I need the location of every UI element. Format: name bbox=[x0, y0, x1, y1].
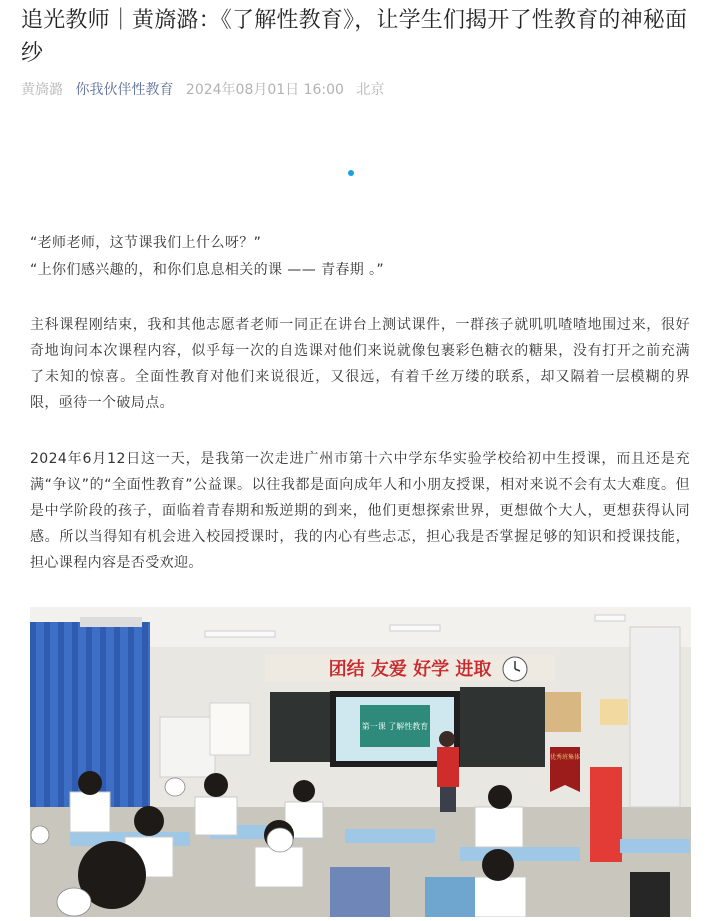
quote-line: “上你们感兴趣的，和你们息息相关的课 —— 青春期 。” bbox=[30, 262, 385, 278]
classroom-photo bbox=[30, 607, 691, 917]
loading-indicator bbox=[348, 170, 354, 176]
paragraph: 主科课程刚结束，我和其他志愿者老师一同正在讲台上测试课件，一群孩子就叽叽喳喳地围过来，很好奇地询问本次课程内容，似乎每一次的自选课对他们来说就像包裹彩色糖衣的糖果，没有打开之前充满了未知的惊喜。全面性教育对他们来说很近，又很远，有着千丝万缕的联系，却又隔着一层模糊的界限，亟待一个破局点。 bbox=[30, 317, 690, 411]
publish-datetime: 2024年08月01日 16:00 bbox=[185, 82, 344, 98]
pennant-label: 优秀班集体 bbox=[549, 754, 581, 761]
paragraph: 2024年6月12日这一天，是我第一次走进广州市第十六中学东华实验学校给初中生授课，而且还是充满“争议”的“全面性教育”公益课。以往我都是面向成年人和小朋友授课，相对来说不会有太大难度。但是中学阶段的孩子，面临着青春期和叛逆期的到来，他们更想探索世界，更想做个大人，更想获得认同感。所以当得知有机会进入校园授课时，我的内心有些忐忑，担心我是否掌握足够的知识和授课技能，担心课程内容是否受欢迎。 bbox=[30, 451, 690, 571]
article-title: 追光教师｜黄旖潞：《了解性教育》，让学生们揭开了性教育的神秘面纱 bbox=[21, 8, 688, 66]
account-name-link[interactable]: 你我伙伴性教育 bbox=[75, 82, 174, 98]
projector-slide-title: 第一课 了解性教育 bbox=[361, 722, 429, 731]
publish-location: 北京 bbox=[356, 82, 385, 98]
article-meta bbox=[21, 80, 392, 100]
classroom-banner: 团结 友爱 好学 进取 bbox=[328, 659, 492, 680]
quote-line: “老师老师，这节课我们上什么呀？” bbox=[30, 235, 262, 251]
author-name: 黄旖潞 bbox=[21, 82, 63, 98]
